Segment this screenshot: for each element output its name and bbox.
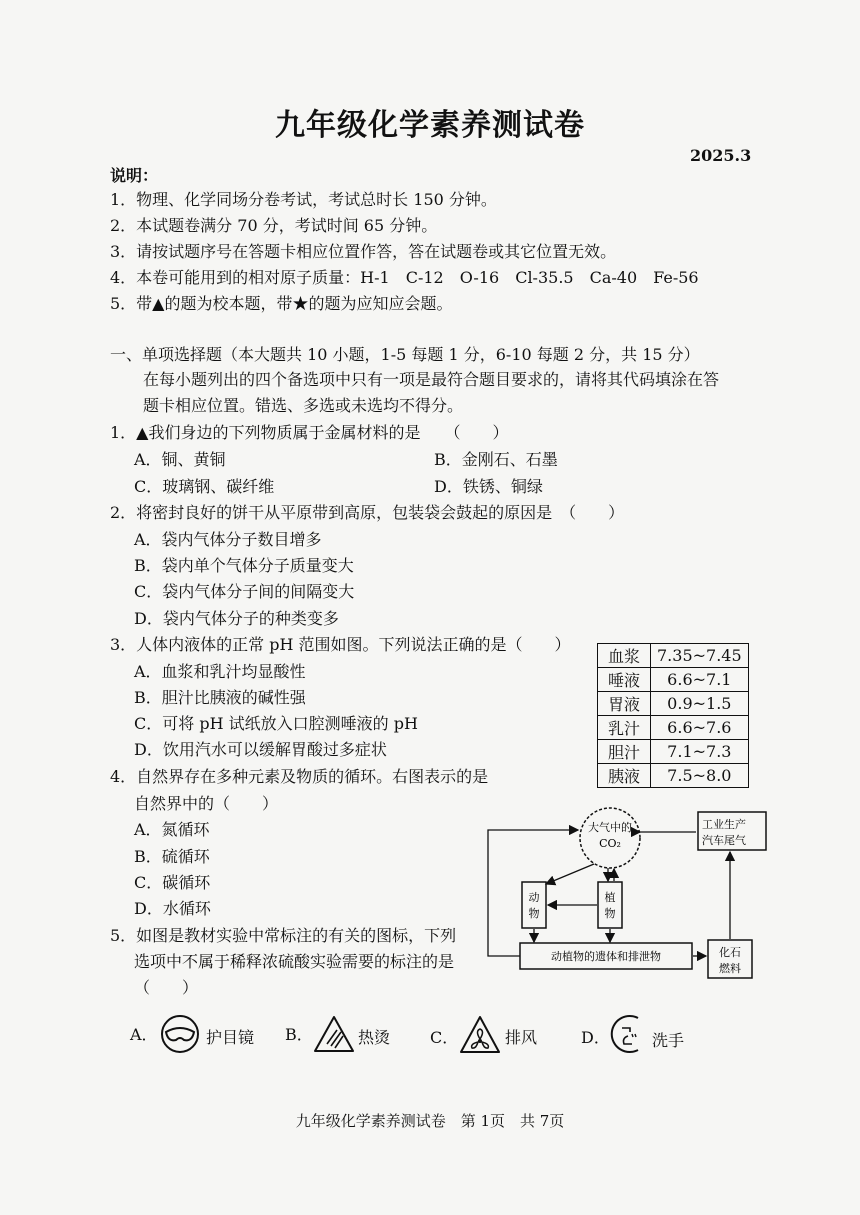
table-row — [598, 764, 749, 788]
section1-instruction-2: 题卡相应位置。错选、多选或未选均不得分。 — [143, 396, 464, 415]
fluid-name: 胰液 — [598, 764, 651, 788]
animal-label: 动 — [528, 891, 540, 904]
arrow-atmosphere-animal — [546, 864, 594, 884]
q2-stem: 2．将密封良好的饼干从平原带到高原，包装袋会鼓起的原因是 （ ） — [110, 503, 625, 522]
q1-option-b: B．金刚石、石墨 — [434, 450, 558, 469]
exam-date: 2025.3 — [690, 146, 752, 165]
ph-range: 6.6~7.1 — [651, 668, 749, 692]
q5-option-d-letter: D． — [581, 1028, 610, 1047]
atmosphere-label-2: CO₂ — [599, 837, 621, 850]
fossil-fuel-label-2: 燃料 — [719, 962, 741, 975]
hand-wash-icon — [608, 1014, 652, 1054]
ph-range: 7.5~8.0 — [651, 764, 749, 788]
q4-stem: 4．自然界存在多种元素及物质的循环。右图表示的是 — [110, 767, 489, 786]
q5-option-a-label: 护目镜 — [206, 1028, 255, 1047]
carbon-cycle-diagram — [480, 800, 770, 995]
note-3: 3．请按试题序号在答题卡相应位置作答，答在试题卷或其它位置无效。 — [110, 242, 617, 261]
ph-range: 7.1~7.3 — [651, 740, 749, 764]
ph-range: 7.35~7.45 — [651, 644, 749, 668]
q3-option-d: D．饮用汽水可以缓解胃酸过多症状 — [134, 740, 387, 759]
fluid-name: 血浆 — [598, 644, 651, 668]
section1-instruction: 在每小题列出的四个备选项中只有一项是最符合题目要求的，请将其代码填涂在答 — [143, 370, 720, 389]
note-1: 1．物理、化学同场分卷考试，考试总时长 150 分钟。 — [110, 190, 497, 209]
q5-option-c-letter: C． — [430, 1028, 459, 1047]
section1-heading: 一、单项选择题（本大题共 10 小题，1-5 每题 1 分，6-10 每题 2 分，共 15 分） — [110, 345, 700, 364]
q3-option-b: B．胆汁比胰液的碱性强 — [134, 688, 306, 707]
note-4: 4．本卷可能用到的相对原子质量：H-1 C-12 O-16 Cl-35.5 Ca-40 Fe-56 — [110, 268, 699, 287]
q2-option-c: C．袋内气体分子间的间隔变大 — [134, 582, 355, 601]
q3-stem: 3．人体内液体的正常 pH 范围如图。下列说法正确的是（ ） — [110, 635, 571, 654]
fluid-name: 乳汁 — [598, 716, 651, 740]
plant-label: 植 — [604, 891, 616, 904]
page-title: 九年级化学素养测试卷 — [275, 108, 585, 143]
page-footer: 九年级化学素养测试卷 第 1页 共 7页 — [295, 1112, 565, 1130]
fluid-name: 唾液 — [598, 668, 651, 692]
goggles-icon — [158, 1014, 202, 1054]
q5-stem: 5．如图是教材实验中常标注的有关的图标，下列 — [110, 926, 457, 945]
q5-option-b-letter: B． — [285, 1025, 313, 1044]
q5-option-c-label: 排风 — [505, 1028, 538, 1047]
q1-option-a: A．铜、黄铜 — [134, 450, 226, 469]
q3-option-a: A．血浆和乳汁均显酸性 — [134, 662, 306, 681]
animal-box — [522, 882, 546, 928]
q4-stem-2: 自然界中的（ ） — [134, 794, 279, 813]
table-row — [598, 716, 749, 740]
ventilation-fan-icon — [458, 1014, 502, 1056]
q3-option-c: C．可将 pH 试纸放入口腔测唾液的 pH — [134, 714, 418, 733]
animal-label-2: 物 — [528, 907, 540, 920]
fossil-fuel-label: 化石 — [719, 946, 741, 959]
q4-option-b: B．硫循环 — [134, 847, 210, 866]
q2-option-a: A．袋内气体分子数目增多 — [134, 530, 322, 549]
industry-label: 工业生产 — [702, 818, 746, 831]
table-row — [598, 740, 749, 764]
q5-option-b-label: 热烫 — [358, 1028, 391, 1047]
plant-box — [598, 882, 622, 928]
q4-option-c: C．碳循环 — [134, 873, 211, 892]
ph-range: 6.6~7.6 — [651, 716, 749, 740]
q4-option-a: A．氮循环 — [134, 820, 210, 839]
q5-stem-3: （ ） — [134, 978, 199, 997]
q2-option-b: B．袋内单个气体分子质量变大 — [134, 556, 354, 575]
table-row — [598, 692, 749, 716]
hot-surface-icon — [312, 1014, 356, 1054]
industry-label-2: 汽车尾气 — [702, 834, 746, 847]
plant-label-2: 物 — [604, 907, 616, 920]
atmosphere-label: 大气中的 — [588, 821, 632, 834]
q5-stem-2: 选项中不属于稀释浓硫酸实验需要的标注的是 — [134, 952, 455, 971]
q1-stem: 1．▲我们身边的下列物质属于金属材料的是 （ ） — [110, 423, 509, 442]
fluid-name: 胃液 — [598, 692, 651, 716]
remains-label: 动植物的遗体和排泄物 — [551, 950, 661, 963]
note-5: 5．带▲的题为校本题，带★的题为应知应会题。 — [110, 294, 453, 313]
ph-range: 0.9~1.5 — [651, 692, 749, 716]
q1-option-c: C．玻璃钢、碳纤维 — [134, 477, 275, 496]
table-row — [598, 668, 749, 692]
q5-option-d-label: 洗手 — [652, 1031, 685, 1050]
q1-option-d: D．铁锈、铜绿 — [434, 477, 543, 496]
q2-option-d: D．袋内气体分子的种类变多 — [134, 609, 339, 628]
ph-range-table — [597, 643, 749, 788]
q4-option-d: D．水循环 — [134, 899, 211, 918]
note-2: 2．本试题卷满分 70 分，考试时间 65 分钟。 — [110, 216, 438, 235]
notes-heading: 说明： — [110, 166, 159, 185]
q5-option-a-letter: A． — [130, 1025, 158, 1044]
fluid-name: 胆汁 — [598, 740, 651, 764]
table-row — [598, 644, 749, 668]
